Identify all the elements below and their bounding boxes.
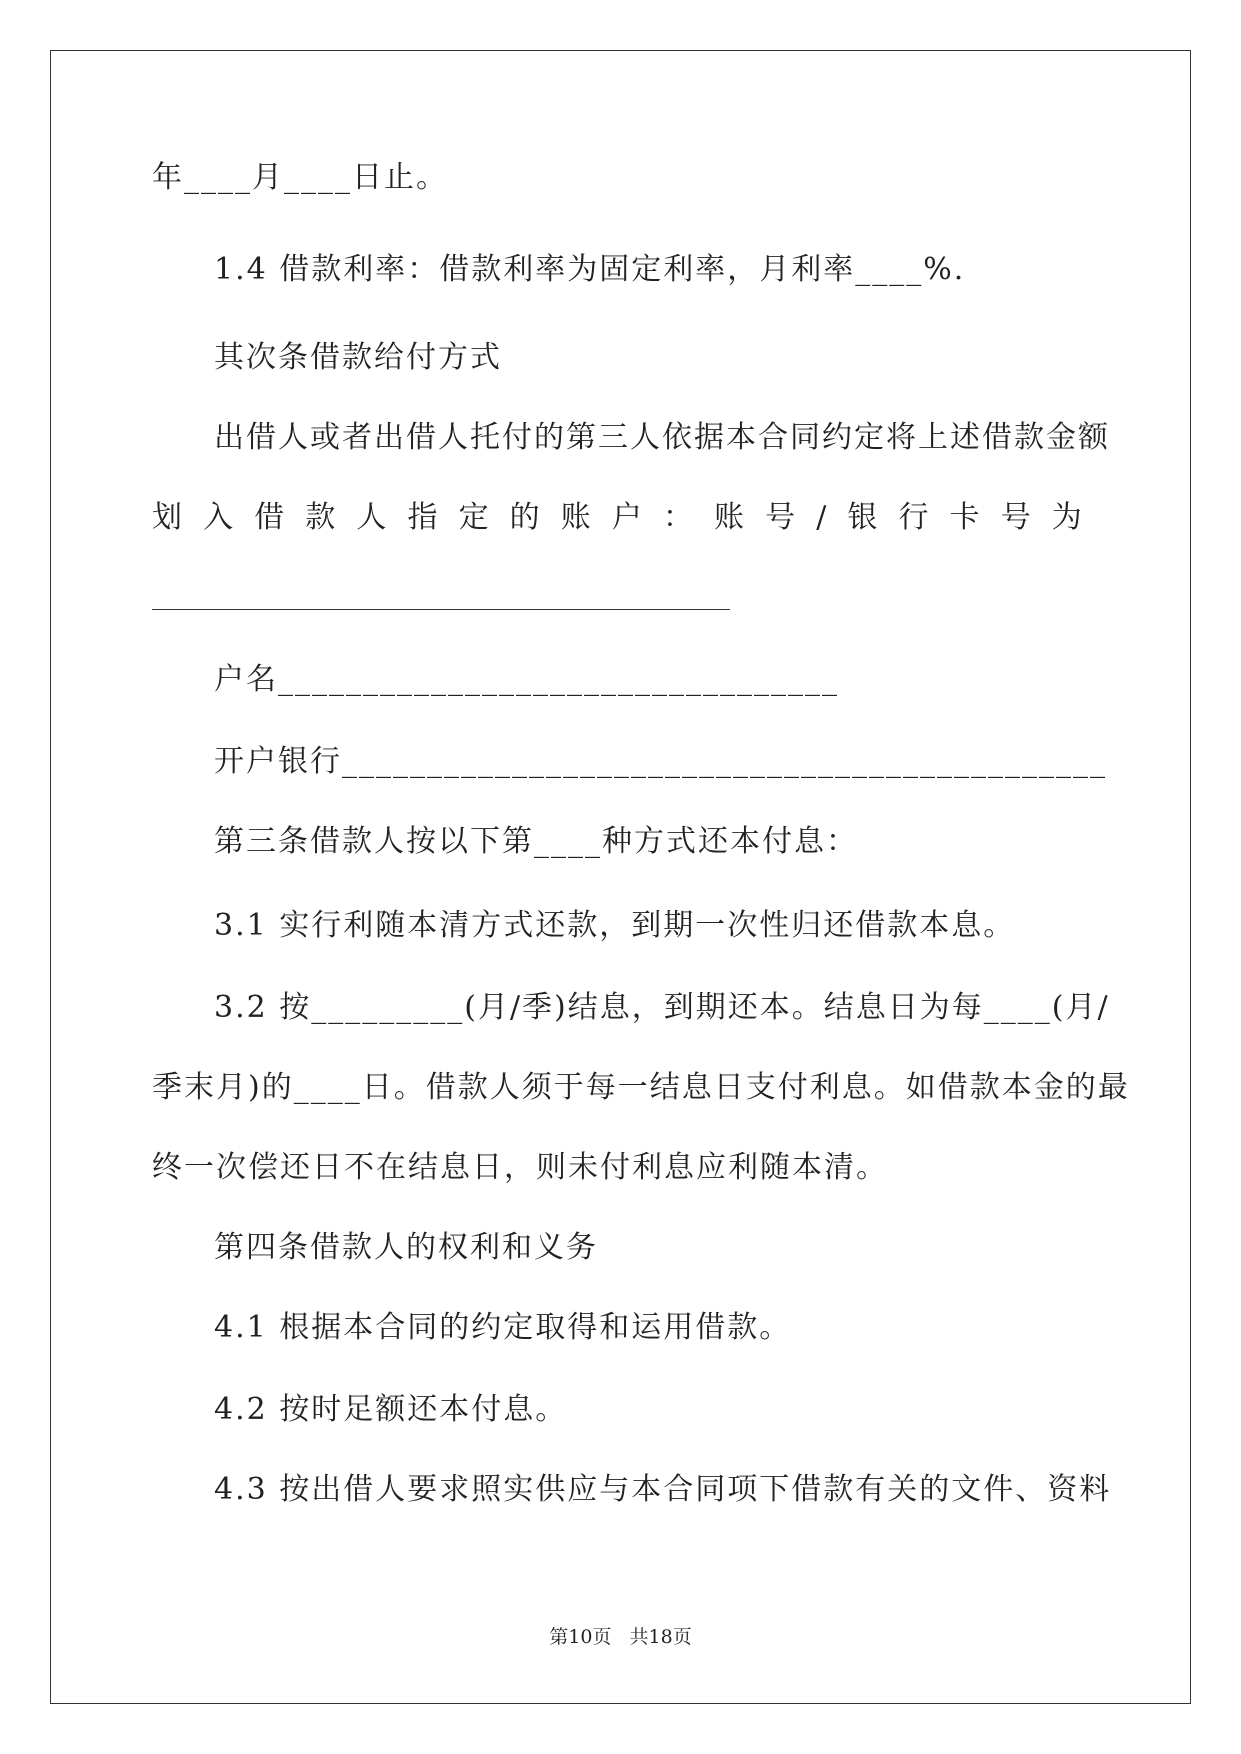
- account-line-char: 划: [152, 500, 182, 535]
- account-line-char: 号: [765, 500, 796, 535]
- account-line-char: 户: [611, 500, 642, 535]
- text-line: 终一次偿还日不在结息日，则未付利息应利随本清。: [152, 1150, 888, 1185]
- text-line: 4.2 按时足额还本付息。: [214, 1392, 568, 1427]
- page-border: [50, 50, 1191, 1704]
- text-line: 3.2 按_________(月/季)结息，到期还本。结息日为每____(月/: [214, 990, 1110, 1025]
- text-line: 出借人或者出借人托付的第三人依据本合同约定将上述借款金额: [214, 420, 1110, 455]
- account-line-char: 行: [898, 500, 929, 535]
- account-number-blank: [152, 609, 730, 610]
- account-line-char: 号: [1000, 500, 1031, 535]
- account-line-char: 人: [356, 500, 387, 535]
- text-line: 第三条借款人按以下第____种方式还本付息：: [214, 824, 858, 859]
- text-line: 1.4 借款利率：借款利率为固定利率，月利率____%.: [214, 252, 966, 287]
- account-number-line: [152, 498, 1082, 538]
- account-line-char: 为: [1051, 500, 1082, 535]
- account-line-char: 账: [714, 500, 745, 535]
- account-line-char: 卡: [949, 500, 980, 535]
- page-total: 共18页: [629, 1626, 692, 1648]
- account-line-char: 银: [847, 500, 878, 535]
- text-line: 开户银行_____________________________________________: [214, 744, 1107, 779]
- page-footer: [0, 1622, 1241, 1649]
- text-line: 第四条借款人的权利和义务: [214, 1230, 598, 1265]
- account-line-char: ：: [662, 500, 693, 535]
- text-line: 户名_________________________________: [214, 662, 839, 697]
- text-line: 季末月)的____日。借款人须于每一结息日支付利息。如借款本金的最: [152, 1070, 1130, 1105]
- text-line: 4.1 根据本合同的约定取得和运用借款。: [214, 1310, 792, 1345]
- account-line-char: 款: [305, 500, 336, 535]
- text-line: 年____月____日止。: [152, 160, 448, 195]
- text-line: 其次条借款给付方式: [214, 340, 502, 375]
- account-line-char: 账: [560, 500, 591, 535]
- account-line-char: 入: [203, 500, 234, 535]
- account-line-char: 的: [509, 500, 540, 535]
- page-number: 第10页: [549, 1626, 612, 1648]
- account-line-char: 指: [407, 500, 438, 535]
- account-line-char: 借: [254, 500, 285, 535]
- text-line: 4.3 按出借人要求照实供应与本合同项下借款有关的文件、资料: [214, 1472, 1112, 1507]
- account-line-char: /: [816, 500, 827, 535]
- account-line-char: 定: [458, 500, 489, 535]
- text-line: 3.1 实行利随本清方式还款，到期一次性归还借款本息。: [214, 908, 1016, 943]
